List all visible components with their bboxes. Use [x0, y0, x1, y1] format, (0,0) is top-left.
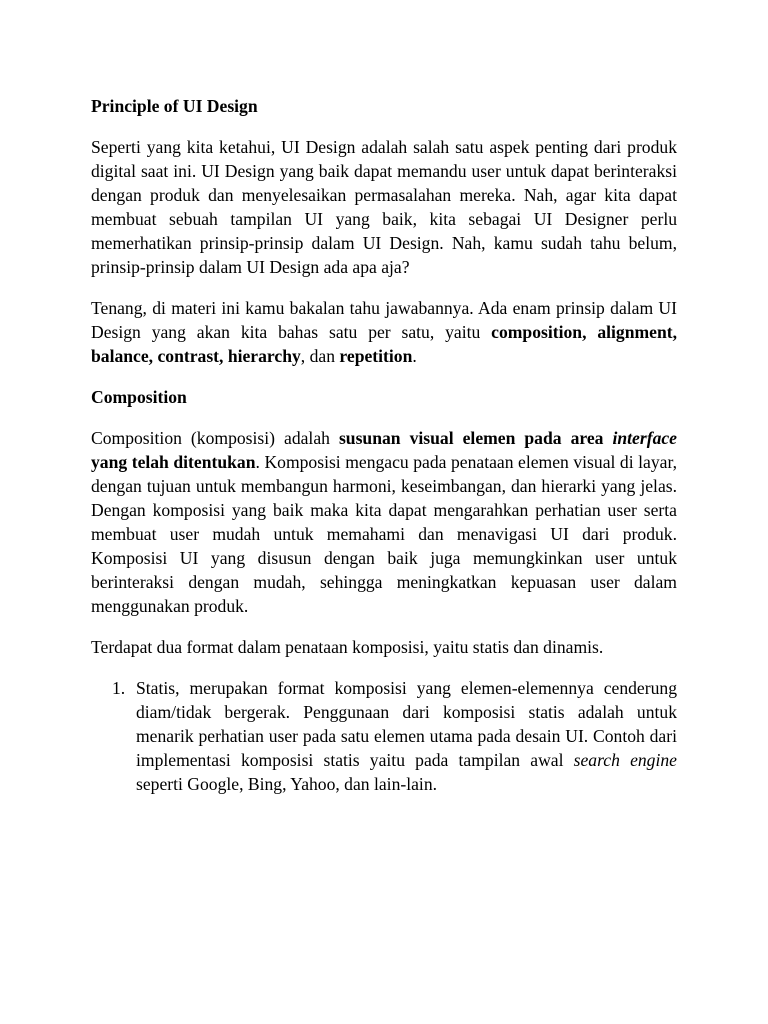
- format-paragraph: Terdapat dua format dalam penataan komposisi, yaitu statis dan dinamis.: [91, 637, 604, 657]
- list-item-number: 1.: [112, 678, 126, 698]
- composition-paragraph: [91, 426, 677, 618]
- section-heading-composition: Composition: [91, 387, 187, 407]
- principles-bold-list: composition, alignment, balance, contrast, hierarchy: [91, 322, 677, 366]
- list-item-text-after: seperti Google, Bing, Yahoo, dan lain-lain.: [136, 774, 438, 794]
- principles-text-before: Tenang, di materi ini kamu bakalan tahu jawabannya. Ada enam prinsip dalam UI Design yang akan kita bahas satu per satu, yaitu: [91, 298, 677, 342]
- composition-bold-1: susunan visual elemen pada area: [338, 428, 613, 448]
- principles-paragraph: [91, 296, 677, 368]
- list-item: [91, 676, 677, 796]
- section-heading-principle: Principle of UI Design: [91, 96, 258, 116]
- composition-text-before: Composition (komposisi) adalah: [91, 428, 339, 448]
- principles-text-after: .: [412, 346, 417, 366]
- list-item-text-before: Statis, merupakan format komposisi yang elemen-elemennya cenderung diam/tidak bergerak. Penggunaan dari komposisi statis adalah untuk menarik perhatian user pada satu elemen utama pada desain UI. Contoh dari implementasi komposisi statis yaitu pada tampilan awal: [136, 678, 677, 770]
- composition-format-list: [91, 676, 677, 796]
- composition-bold-italic: interface: [612, 428, 677, 448]
- composition-text-after: . Komposisi mengacu pada penataan elemen visual di layar, dengan tujuan untuk membangun harmoni, keseimbangan, dan hierarki yang jelas. Dengan komposisi yang baik maka kita dapat mengarahkan perhatian user serta membuat user mudah untuk memahami dan menavigasi UI dari produk. Komposisi UI yang disusun dengan baik juga memungkinkan user untuk berinteraksi dengan mudah, sehingga meningkatkan kepuasan user dalam menggunakan produk.: [91, 452, 677, 616]
- list-item-italic: search engine: [573, 750, 677, 770]
- principles-bold-repetition: repetition: [339, 346, 413, 366]
- intro-paragraph: Seperti yang kita ketahui, UI Design adalah salah satu aspek penting dari produk digital saat ini. UI Design yang baik dapat memandu user untuk dapat berinteraksi dengan produk dan menyelesaikan permasalahan mereka. Nah, agar kita dapat membuat sebuah tampilan UI yang baik, kita sebagai UI Designer perlu memerhatikan prinsip-prinsip dalam UI Design. Nah, kamu sudah tahu belum, prinsip-prinsip dalam UI Design ada apa aja?: [91, 137, 677, 277]
- document-page: [91, 94, 677, 796]
- principles-text-middle: , dan: [300, 346, 340, 366]
- composition-bold-2: yang telah ditentukan: [91, 452, 256, 472]
